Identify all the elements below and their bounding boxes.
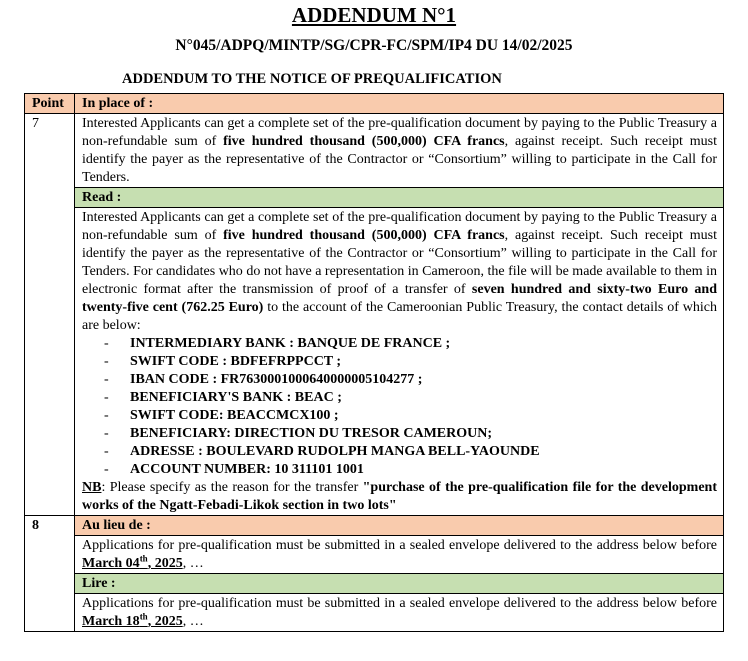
point-7-read-text: Interested Applicants can get a complete set of the pre-qualification document by paying to the Public Treasury a non-refundable sum of five hundred thousand (500,000) CFA francs, against receipt. Such receipt must identify the payer as the representative of the Contractor or “Consortium” willing to participate in the Call for Tenders. For candidates who do not have a representation in Cameroon, the file will be made available to them in electronic format after the transmission of proof of a transfer of seven hundred and sixty-two Euro and twenty-five cent (762.25 Euro) to the account of the Cameroonian Public Treasury, the contact details of which are below: [82, 210, 717, 333]
bank-details-list [82, 335, 717, 479]
point-7-read-header-row [25, 188, 724, 208]
list-item: - ACCOUNT NUMBER: 10 311101 1001 [104, 461, 717, 479]
list-item: - INTERMEDIARY BANK : BANQUE DE FRANCE ; [104, 335, 717, 353]
document-title: ADDENDUM N°1 [291, 3, 457, 27]
list-item: - ADRESSE : BOULEVARD RUDOLPH MANGA BELL-YAOUNDE [104, 443, 717, 461]
column-header-point: Point [25, 94, 75, 114]
list-item: - BENEFICIARY: DIRECTION DU TRESOR CAMEROUN; [104, 425, 717, 443]
point-8-au-lieu-header-row [25, 516, 724, 536]
list-item: - SWIFT CODE: BEACCMCX100 ; [104, 407, 717, 425]
point-8-au-lieu-row [25, 536, 724, 574]
point-7-read-row [25, 208, 724, 516]
point-7-in-place-of-row [25, 114, 724, 188]
point-7-number: 7 [25, 114, 75, 516]
point-8-lire-row [25, 594, 724, 632]
document-subtitle: ADDENDUM TO THE NOTICE OF PREQUALIFICATION [122, 71, 502, 87]
in-place-of-label: In place of : [75, 94, 724, 114]
point-7-in-place-of-text: Interested Applicants can get a complete set of the pre-qualification document by paying to the Public Treasury a non-refundable sum of five hundred thousand (500,000) CFA francs, against receipt. Such receipt must identify the payer as the representative of the Contractor or “Consortium” willing to participate in the Call for Tenders. [75, 114, 724, 188]
list-item: - IBAN CODE : FR7630001000640000005104277 ; [104, 371, 717, 389]
point-8-lire-header-row [25, 574, 724, 594]
list-item: - BENEFICIARY'S BANK : BEAC ; [104, 389, 717, 407]
au-lieu-de-label: Au lieu de : [75, 516, 724, 536]
point-7-read-content [75, 208, 724, 516]
addendum-table [24, 93, 724, 632]
document-reference: N°045/ADPQ/MINTP/SG/CPR-FC/SPM/IP4 DU 14/02/2025 [175, 37, 573, 54]
table-header-row [25, 94, 724, 114]
nb-note: NB: Please specify as the reason for the transfer "purchase of the pre-qualification file for the development works of the Ngatt-Febadi-Likok section in two lots" [82, 480, 717, 513]
lire-label: Lire : [75, 574, 724, 594]
read-label: Read : [75, 188, 724, 208]
list-item: - SWIFT CODE : BDFEFRPPCCT ; [104, 353, 717, 371]
point-8-au-lieu-text: Applications for pre-qualification must be submitted in a sealed envelope delivered to the address below before March 04th, 2025, … [75, 536, 724, 574]
point-8-lire-text: Applications for pre-qualification must be submitted in a sealed envelope delivered to the address below before March 18th, 2025, … [75, 594, 724, 632]
point-8-number: 8 [25, 516, 75, 632]
